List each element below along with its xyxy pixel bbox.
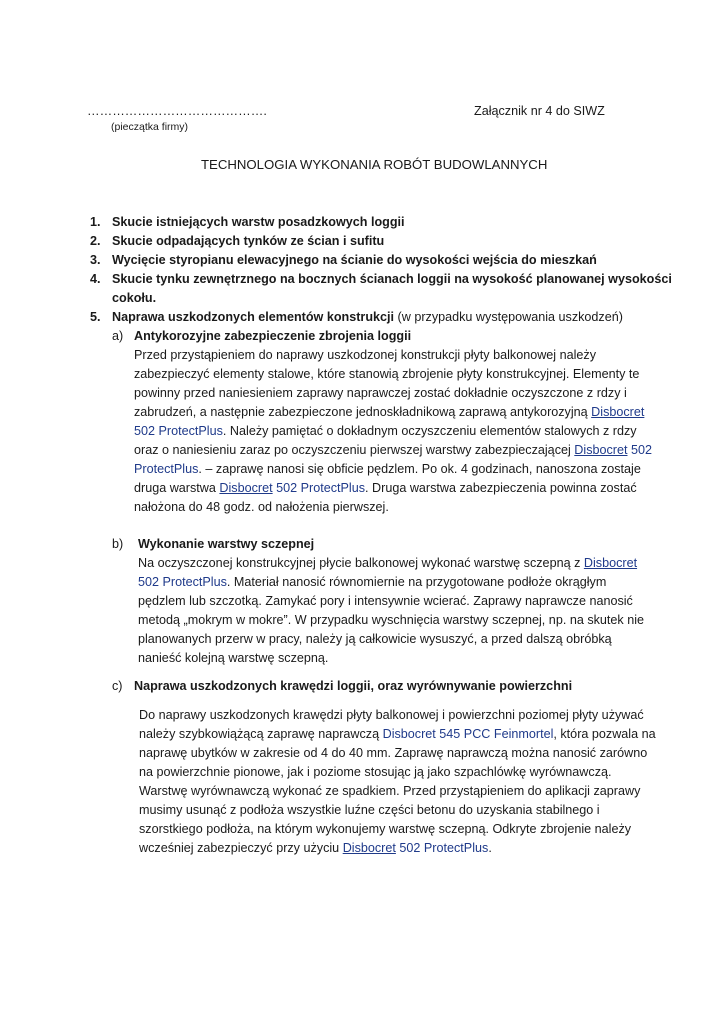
list-item xyxy=(90,251,597,269)
paragraph-line: nałożona do 48 godz. od nałożenia pierwszej. xyxy=(134,500,389,514)
paragraph-line: Na oczyszczonej konstrukcyjnej płycie balkonowej wykonać warstwę sczepną z Disbocret xyxy=(138,556,638,570)
paragraph-line: pędzlem lub szczotką. Zamykać pory i intensywnie wcierać. Zaprawy naprawcze nanosić xyxy=(138,594,633,608)
list-number: 3. xyxy=(90,253,101,267)
paragraph-line: musimy usunąć z podłoża wszystkie luźne części betonu do uzyskania stabilnego i xyxy=(139,803,600,817)
paragraph-line: na powierzchnie pionowe, jak i poziome stosując ją jako szpachlówkę wyrównawczą. xyxy=(139,765,612,779)
paragraph-line: szorstkiego podłoża, na którym wykonujemy warstwę sczepną. Odkryte zbrojenie należy xyxy=(139,822,632,836)
list-text: Skucie istniejących warstw posadzkowych loggii xyxy=(112,215,405,229)
list-text-continued: cokołu. xyxy=(112,291,157,305)
product-link-disbocret[interactable]: Disbocret xyxy=(591,405,645,419)
paragraph-line: nanieść kolejną warstwę sczepną. xyxy=(138,651,329,665)
page-title: TECHNOLOGIA WYKONANIA ROBÓT BUDOWLANNYCH xyxy=(201,157,548,172)
paragraph-line: 502 ProtectPlus. Należy pamiętać o dokładnym oczyszczeniu elementów stalowych z rdzy xyxy=(134,424,637,438)
product-name: 502 ProtectPlus xyxy=(134,424,223,438)
list-number: 1. xyxy=(90,215,101,229)
product-name-feinmortel: Disbocret 545 PCC Feinmortel xyxy=(382,727,554,741)
product-link-disbocret[interactable]: Disbocret xyxy=(219,481,273,495)
section-b-heading: Wykonanie warstwy sczepnej xyxy=(138,537,315,551)
paragraph-line: planowanych przerw w pracy, należy ją całkowicie wysuszyć, a przed dalszą obróbką xyxy=(138,632,612,646)
product-link-disbocret[interactable]: Disbocret xyxy=(342,841,396,855)
product-name: 502 xyxy=(631,443,653,457)
paragraph-line: Przed przystąpieniem do naprawy uszkodzonej konstrukcji płyty balkonowej należy xyxy=(134,348,597,362)
product-name: 502 ProtectPlus xyxy=(399,841,489,855)
list-item xyxy=(90,232,385,250)
list-item xyxy=(90,213,405,231)
section-a-label: a) xyxy=(112,329,124,343)
paragraph-line: Do naprawy uszkodzonych krawędzi płyty balkonowej i powierzchni poziomej płyty używać xyxy=(139,708,644,722)
list-text: Wycięcie styropianu elewacyjnego na ścianie do wysokości wejścia do mieszkań xyxy=(112,253,597,267)
company-stamp-dots: ……………………………………. xyxy=(87,104,267,118)
list-note: (w przypadku występowania uszkodzeń) xyxy=(394,310,623,324)
paragraph-line: powinny przed naniesieniem zaprawy naprawczej zostać dokładnie oczyszczone z rdzy i xyxy=(134,386,627,400)
paragraph-line: ProtectPlus. – zaprawę nanosi się obficie pędzlem. Po ok. 4 godzinach, nanoszona zostaje xyxy=(134,462,641,476)
paragraph-line: druga warstwa Disbocret 502 ProtectPlus. Druga warstwa zabezpieczenia powinna zostać xyxy=(134,481,637,495)
section-c-heading: Naprawa uszkodzonych krawędzi loggii, oraz wyrównywanie powierzchni xyxy=(134,679,573,693)
list-number: 5. xyxy=(90,310,101,324)
paragraph-line: należy szybkowiążącą zaprawę naprawczą Disbocret 545 PCC Feinmortel, która pozwala na xyxy=(139,727,656,741)
paragraph-line: zabezpieczyć elementy stalowe, które stanowią zbrojenie płyty konstrukcyjnej. Elementy te xyxy=(134,367,640,381)
list-item xyxy=(90,270,672,288)
product-name: ProtectPlus xyxy=(134,462,199,476)
list-item xyxy=(90,308,623,326)
product-name: 502 ProtectPlus xyxy=(276,481,366,495)
section-b-label: b) xyxy=(112,537,124,551)
paragraph-line: oraz o naniesieniu zaraz po oczyszczeniu pierwszej warstwy zabezpieczającej Disbocret 502 xyxy=(134,443,653,457)
product-name: 502 ProtectPlus xyxy=(138,575,227,589)
paragraph-line: wcześniej zabezpieczyć przy użyciu Disbocret 502 ProtectPlus. xyxy=(139,841,492,855)
product-link-disbocret[interactable]: Disbocret xyxy=(583,556,638,570)
product-link-disbocret[interactable]: Disbocret xyxy=(574,443,628,457)
attachment-label: Załącznik nr 4 do SIWZ xyxy=(474,104,605,118)
list-number: 4. xyxy=(90,272,101,286)
section-a-heading: Antykorozyjne zabezpieczenie zbrojenia loggii xyxy=(134,329,412,343)
paragraph-line: Warstwę wyrównawczą wykonać ze spadkiem. Przed przystąpieniem do aplikacji zaprawy xyxy=(139,784,641,798)
paragraph-line: metodą „mokrym w mokre”. W przypadku wyschnięcia warstwy sczepnej, np. na skutek nie xyxy=(138,613,645,627)
list-text: Skucie odpadających tynków ze ścian i sufitu xyxy=(112,234,385,248)
paragraph-line: zabrudzeń, a następnie zabezpieczone jednoskładnikową zaprawą antykorozyjną Disbocret xyxy=(134,405,645,419)
section-c-label: c) xyxy=(112,679,123,693)
paragraph-line: naprawę ubytków w zakresie od 4 do 40 mm. Zaprawę naprawczą można nanosić zarówno xyxy=(139,746,648,760)
list-text: Naprawa uszkodzonych elementów konstrukcji xyxy=(112,310,395,324)
company-stamp-label: (pieczątka firmy) xyxy=(111,121,189,133)
paragraph-line: 502 ProtectPlus. Materiał nanosić równomiernie na przygotowane podłoże okrągłym xyxy=(138,575,607,589)
list-text: Skucie tynku zewnętrznego na bocznych ścianach loggii na wysokość planowanej wysokości xyxy=(112,272,672,286)
list-number: 2. xyxy=(90,234,101,248)
